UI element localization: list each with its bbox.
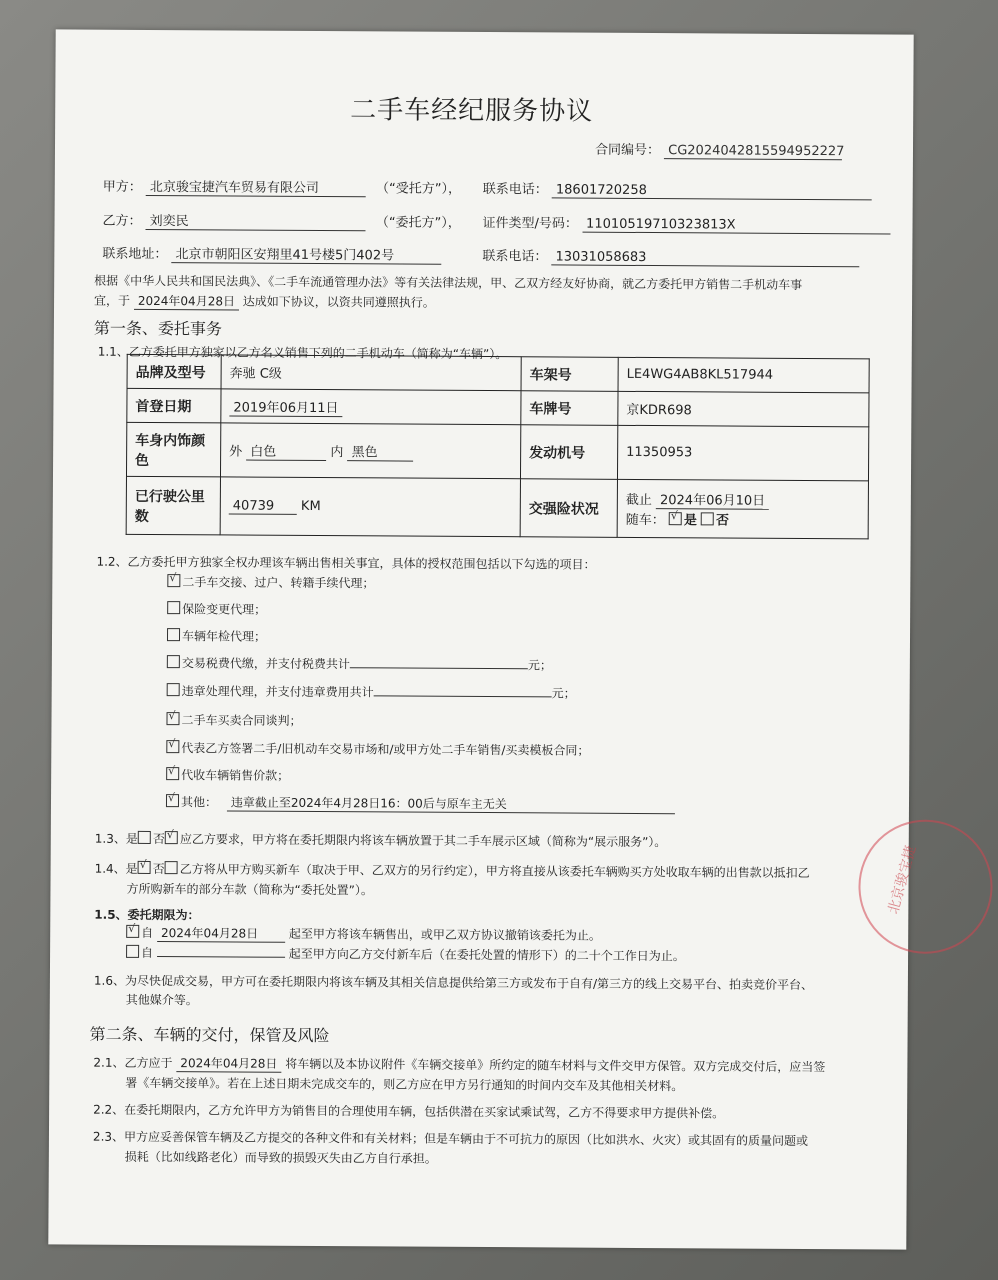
outer-color-prefix: 外 xyxy=(229,443,243,460)
intro-line-2 xyxy=(94,292,435,312)
handover-date: 2024年04月28日 xyxy=(176,1054,281,1073)
reg-date-cell xyxy=(221,389,521,425)
no-text: 否 xyxy=(152,861,165,877)
option-checkbox[interactable] xyxy=(166,767,179,780)
party-a-phone: 18601720258 xyxy=(552,182,872,200)
term-option-1 xyxy=(126,924,601,945)
option-other-text: 违章截止至2024年4月28日16：00后与原车主无关 xyxy=(227,793,675,814)
option-item xyxy=(167,654,552,673)
insurance-date: 2024年06月10日 xyxy=(656,489,769,510)
clause-number: 1.4、 xyxy=(94,861,126,876)
insurance-prefix: 截止 xyxy=(625,492,652,509)
document-title: 二手车经纪服务协议 xyxy=(350,95,594,127)
option-item xyxy=(167,573,374,591)
term-checkbox[interactable] xyxy=(126,945,139,958)
color-label-line: 色 xyxy=(135,452,150,469)
contract-number-label: 合同编号： xyxy=(594,142,661,159)
company-seal xyxy=(858,819,993,954)
insurance-cell xyxy=(617,479,868,539)
clause-1-4 xyxy=(95,860,810,881)
mileage-label-line: 已行驶公里 xyxy=(134,488,205,505)
no-text: 否 xyxy=(152,831,165,847)
insurance-date-row xyxy=(626,489,860,510)
contract-page xyxy=(48,29,920,1249)
address-phone: 13031058683 xyxy=(551,249,859,267)
option-suffix: 元； xyxy=(527,658,552,673)
party-a-row xyxy=(103,176,461,198)
yes-checkbox[interactable] xyxy=(138,861,151,874)
clause-1-5-heading: 1.5、委托期限为： xyxy=(94,907,200,923)
insurance-no-checkbox[interactable] xyxy=(701,512,714,525)
intro-text: 达成如下协议，以资共同遵照执行。 xyxy=(242,294,435,310)
option-checkbox[interactable] xyxy=(166,740,179,753)
insurance-no-label: 否 xyxy=(715,513,730,529)
color-cell xyxy=(220,423,520,479)
article-2-heading: 第二条、车辆的交付，保管及风险 xyxy=(89,1024,330,1046)
insurance-follow-row xyxy=(626,509,860,529)
color-label xyxy=(126,422,220,477)
clause-1-2: 1.2、乙方委托甲方独家全权办理该车辆出售相关事宜，具体的授权范围包括以下勾选的项目： xyxy=(96,554,596,572)
agreement-date: 2024年04月28日 xyxy=(134,292,239,311)
address-phone-row xyxy=(482,245,859,267)
term-blank xyxy=(157,956,285,958)
clause-text: 乙方将从甲方购买新车（取决于甲、乙双方的另行约定），甲方将直接从该委托车辆购买方处收取车辆的出售款以抵扣乙 xyxy=(179,862,810,881)
vin-label: 车架号 xyxy=(521,357,618,392)
address-label: 联系地址： xyxy=(102,246,168,263)
option-checkbox[interactable] xyxy=(167,655,180,668)
clause-2-1-line-2: 署《车辆交接单》。若在上述日期未完成交车的，则乙方应在甲方另行通知的时间内交车及其他相关材料。 xyxy=(125,1075,684,1094)
mileage-value: 40739 xyxy=(229,498,297,514)
option-blank xyxy=(374,695,552,697)
party-b-id-row xyxy=(482,212,890,234)
intro-text: 宜，于 xyxy=(94,293,131,308)
option-label: 车辆年检代理； xyxy=(181,629,267,644)
outer-color: 白色 xyxy=(246,440,326,460)
brand-label: 品牌及型号 xyxy=(127,354,221,389)
insurance-yes-checkbox[interactable] xyxy=(669,512,682,525)
plate-label: 车牌号 xyxy=(521,391,618,426)
clause-text: 2.1、乙方应于 xyxy=(93,1055,173,1071)
option-item xyxy=(167,682,576,701)
yes-checkbox[interactable] xyxy=(138,831,151,844)
option-label: 代收车辆销售价款； xyxy=(181,768,290,783)
clause-2-2: 2.2、在委托期限内，乙方允许甲方为销售目的合理使用车辆，包括供潜在买家试乘试驾，乙方不得要求甲方提供补偿。 xyxy=(93,1102,725,1121)
address-row xyxy=(102,243,441,265)
address-phone-label: 联系电话： xyxy=(482,249,548,265)
yes-text: 是 xyxy=(125,861,138,876)
intro-line-1: 根据《中华人民共和国民法典》、《二手车流通管理办法》等有关法律法规，甲、乙双方经友好协商，就乙方委托甲方销售二手机动车事 xyxy=(94,273,803,292)
company-seal-text: 北京骏宝捷 xyxy=(885,843,920,916)
option-item xyxy=(166,711,301,729)
option-checkbox[interactable] xyxy=(167,628,180,641)
term-start-date: 2024年04月28日 xyxy=(157,924,285,943)
clause-1-6: 1.6、为尽快促成交易，甲方可在委托期限内将该车辆及其相关信息提供给第三方或发布于自有/第三方的线上交易平台、拍卖竞价平台、 xyxy=(93,973,814,993)
mileage-label-line: 数 xyxy=(134,508,149,525)
option-checkbox[interactable] xyxy=(166,712,179,725)
option-label: 二手车交接、过户、转籍手续代理； xyxy=(182,575,375,591)
party-a-name: 北京骏宝捷汽车贸易有限公司 xyxy=(146,176,366,197)
clause-1-6-line-2: 其他媒介等。 xyxy=(125,992,198,1008)
term-option-2 xyxy=(126,944,685,964)
option-suffix: 元； xyxy=(551,686,576,701)
option-checkbox[interactable] xyxy=(167,574,180,587)
party-a-phone-label: 联系电话： xyxy=(482,182,548,198)
clause-1-4-line-2: 方所购新车的部分车款（简称为“委托处置”）。 xyxy=(126,881,373,898)
yes-text: 是 xyxy=(125,831,138,846)
term-checkbox[interactable] xyxy=(126,925,139,938)
option-label: 代表乙方签署二手/旧机动车交易市场和/或甲方处二手车销售/买卖模板合同； xyxy=(181,741,590,758)
brand-value: 奔驰 C级 xyxy=(221,355,521,391)
option-label: 违章处理代理，并支付违章费用共计 xyxy=(181,684,374,700)
option-blank xyxy=(350,667,528,669)
clause-number: 1.3、 xyxy=(94,831,126,846)
option-item xyxy=(166,739,589,759)
term-prefix: 自 xyxy=(141,925,154,941)
option-label: 保险变更代理； xyxy=(182,602,267,617)
clause-1-3 xyxy=(95,830,667,850)
color-label-line: 车身内饰颜 xyxy=(135,432,206,449)
party-a-label: 甲方： xyxy=(102,179,142,195)
party-b-id: 110105197103238​13X xyxy=(582,217,890,235)
mileage-label xyxy=(126,476,220,535)
article-1-heading: 第一条、委托事务 xyxy=(93,318,222,339)
option-item xyxy=(166,766,289,784)
insurance-yes-label: 是 xyxy=(683,513,697,529)
term-text: 起至甲方将该车辆售出，或甲乙双方协议撤销该委托为止。 xyxy=(288,926,601,943)
term-text: 起至甲方向乙方交付新车后（在委托处置的情形下）的二十个工作日为止。 xyxy=(288,946,685,964)
contract-number-value: CG20240428155949522​27 xyxy=(664,143,842,160)
term-prefix: 自 xyxy=(141,945,154,961)
vehicle-info-table xyxy=(126,354,870,540)
party-a-phone-row xyxy=(483,178,872,200)
option-item xyxy=(166,793,675,814)
insurance-label: 交强险状况 xyxy=(520,479,617,538)
clause-2-3-line-2: 损耗（比如线路老化）而导致的损毁灭失由乙方自行承担。 xyxy=(124,1149,437,1166)
no-checkbox[interactable] xyxy=(165,861,178,874)
insurance-follow-label: 随车： xyxy=(625,512,665,529)
option-item xyxy=(167,600,266,618)
engine-label: 发动机号 xyxy=(520,425,617,480)
inner-color-prefix: 内 xyxy=(330,444,344,460)
vin-value: LE4WG4AB8KL517944 xyxy=(618,357,869,393)
address-value: 北京市朝阳区安翔里41号楼5门402号 xyxy=(171,243,441,265)
plate-value: 京KDR698 xyxy=(618,391,869,427)
party-b-label: 乙方： xyxy=(102,213,142,229)
option-label: 二手车买卖合同谈判； xyxy=(181,713,302,728)
option-checkbox[interactable] xyxy=(166,794,179,807)
party-b-name: 刘奕民 xyxy=(146,210,366,231)
option-label: 交易税费代缴，并支付税费共计 xyxy=(181,656,350,672)
clause-text: 将车辆以及本协议附件《车辆交接单》所约定的随车材料与文件交甲方保管。双方完成交付后，应当签 xyxy=(285,1056,826,1075)
clause-2-1 xyxy=(93,1054,825,1076)
mileage-unit: KM xyxy=(300,498,321,514)
no-checkbox[interactable] xyxy=(165,831,178,844)
clause-2-3: 2.3、甲方应妥善保管车辆及乙方提交的各种文件和有关材料；但是车辆由于不可抗力的原因（比如洪水、火灾）或其固有的质量问题或 xyxy=(92,1129,809,1149)
reg-date-label: 首登日期 xyxy=(127,388,221,423)
reg-date-value: 2019年06月11日 xyxy=(229,396,342,417)
option-checkbox[interactable] xyxy=(167,683,180,696)
clause-1-1: 1.1、乙方委托甲方独家以乙方名义销售下列的二手机动车（简称为“车辆”）。 xyxy=(97,344,508,362)
party-a-role: （“受托方”）， xyxy=(376,181,462,197)
engine-value: 11350953 xyxy=(617,425,868,481)
option-item xyxy=(167,627,266,645)
option-label: 其他： xyxy=(180,795,218,810)
option-checkbox[interactable] xyxy=(167,601,180,614)
clause-text: 应乙方要求，甲方将在委托期限内将该车辆放置于其二手车展示区域（简称为“展示服务”）。 xyxy=(179,832,667,850)
party-b-role: （“委托方”）， xyxy=(375,215,461,231)
contract-number-row xyxy=(594,139,845,161)
mileage-cell xyxy=(220,477,520,537)
party-b-id-label: 证件类型/号码： xyxy=(482,216,578,232)
inner-color: 黑色 xyxy=(348,441,414,461)
party-b-row xyxy=(102,210,460,232)
